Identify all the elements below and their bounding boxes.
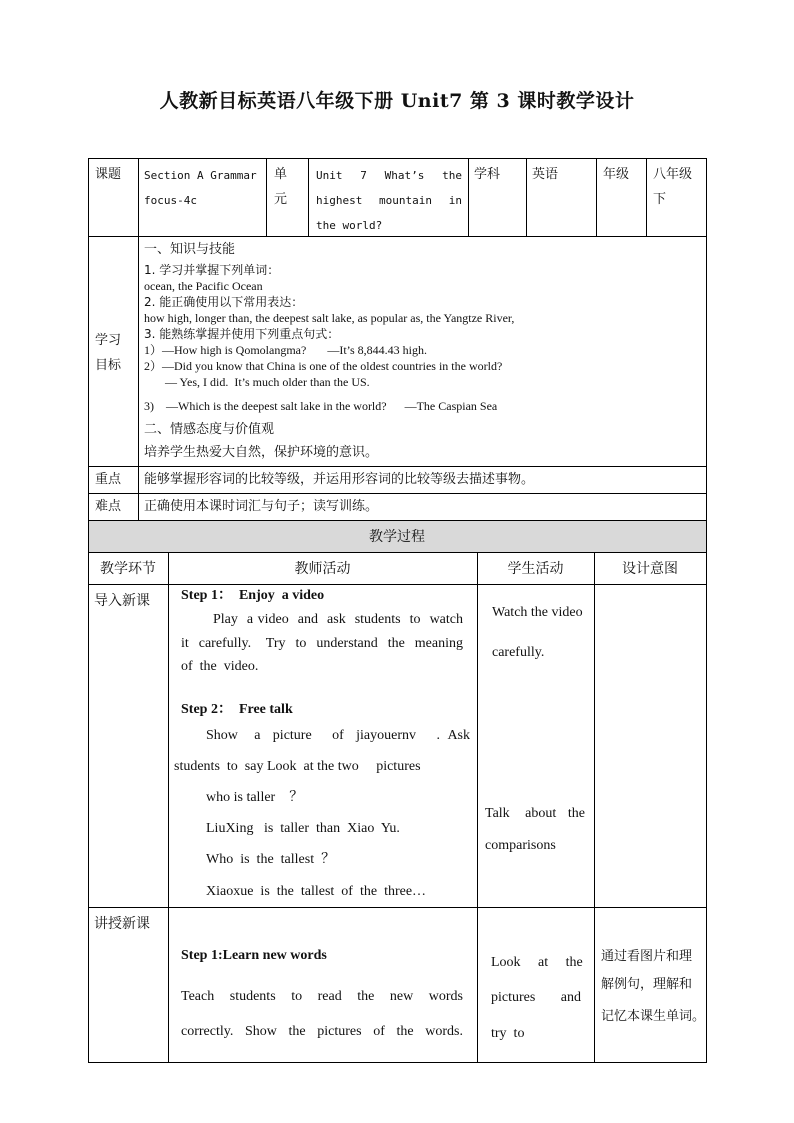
goals-line: how high, longer than, the deepest salt lake, as popular as, the Yangtze River,	[144, 311, 515, 325]
header-stage: 教学环节	[100, 561, 156, 577]
key-point-value: 能够掌握形容词的比较等级，并运用形容词的比较等级去描述事物。	[144, 472, 535, 487]
topic-value-line1: Section A Grammar	[144, 169, 257, 182]
section2-student-line3: try to	[491, 1026, 525, 1041]
unit-value-line3: the world?	[316, 219, 383, 232]
section2-step1-line2: correctly. Show the pictures of the words.	[181, 1024, 463, 1039]
section1-step2-line6: Xiaoxue is the tallest of the three…	[206, 884, 427, 899]
goals-label-line1: 学习	[95, 333, 122, 348]
section1-student1-line1: Watch the video	[492, 605, 583, 620]
grade-label: 年级	[603, 167, 630, 182]
section2-student-line2: pictures and	[491, 990, 581, 1005]
page-title: 人教新目标英语八年级下册 Unit7 第 3 课时教学设计	[159, 90, 635, 112]
difficulty-label: 难点	[95, 499, 122, 514]
key-point-label: 重点	[95, 472, 122, 487]
section1-step2-line3: who is taller ？	[206, 790, 304, 805]
section1-step1-line1: Play a video and ask students to watch	[213, 612, 463, 627]
unit-label-line1: 单	[274, 167, 288, 182]
section1-student2-line1: Talk about the	[485, 806, 585, 821]
section1-stage: 导入新课	[94, 593, 150, 609]
unit-value-line2: highest mountain in	[316, 194, 462, 207]
grade-value-line1: 八年级	[653, 167, 693, 182]
section1-student2-line2: comparisons	[485, 838, 556, 853]
difficulty-value: 正确使用本课时词汇与句子；读写训练。	[144, 499, 379, 514]
grade-value-line2: 下	[653, 192, 667, 207]
subject-value: 英语	[532, 167, 559, 182]
topic-label: 课题	[95, 167, 122, 182]
section1-step1-line2: it carefully. Try to understand the meaning	[181, 636, 463, 651]
section2-stage: 讲授新课	[94, 916, 150, 932]
subject-label: 学科	[474, 167, 501, 182]
section1-student1-line2: carefully.	[492, 645, 545, 660]
goals-line: — Yes, I did. It’s much older than the US.	[144, 375, 370, 389]
goals-line: 培养学生热爱大自然，保护环境的意识。	[144, 445, 379, 460]
section1-step2-line5: Who is the tallest ？	[206, 852, 336, 867]
header-student: 学生活动	[507, 561, 564, 577]
goals-line: 2）—Did you know that China is one of the oldest countries in the world?	[144, 359, 503, 373]
unit-label-line2: 元	[274, 192, 288, 207]
goals-heading-knowledge: 一、知识与技能	[144, 242, 236, 257]
header-intent: 设计意图	[622, 561, 678, 577]
section2-step1-title: Step 1:Learn new words	[181, 948, 327, 963]
header-teacher: 教师活动	[294, 561, 351, 577]
process-title: 教学过程	[369, 529, 425, 545]
goals-line: 1. 学习并掌握下列单词：	[144, 263, 280, 277]
goals-heading-attitude: 二、情感态度与价值观	[144, 422, 275, 437]
goals-line: 3) —Which is the deepest salt lake in the world? —The Caspian Sea	[144, 399, 498, 413]
unit-value-line1: Unit 7 What’s the	[316, 169, 462, 182]
goals-line: 1）—How high is Qomolangma? —It’s 8,844.43 high.	[144, 343, 427, 357]
goals-label-line2: 目标	[95, 358, 122, 373]
goals-line: ocean, the Pacific Ocean	[144, 279, 263, 293]
section2-intent-line3: 记忆本课生单词。	[601, 1009, 706, 1024]
section1-step2-title: Step 2： Free talk	[181, 702, 293, 717]
section2-intent-line2: 解例句，理解和	[601, 977, 693, 992]
topic-value-line2: focus-4c	[144, 194, 197, 207]
goals-line: 3. 能熟练掌握并使用下列重点句式：	[144, 327, 340, 341]
section2-student-line1: Look at the	[491, 955, 583, 970]
section1-step2-line1: Show a picture of jiayouernv . Ask	[206, 728, 470, 743]
section1-step1-title: Step 1： Enjoy a video	[181, 588, 325, 603]
section1-step1-line3: of the video.	[181, 659, 259, 674]
section1-step2-line4: LiuXing is taller than Xiao Yu.	[206, 821, 400, 836]
section1-step2-line2: students to say Look at the two pictures	[174, 759, 421, 774]
section2-intent-line1: 通过看图片和理	[601, 949, 693, 964]
section2-step1-line1: Teach students to read the new words	[181, 989, 463, 1004]
goals-line: 2. 能正确使用以下常用表达：	[144, 295, 304, 309]
